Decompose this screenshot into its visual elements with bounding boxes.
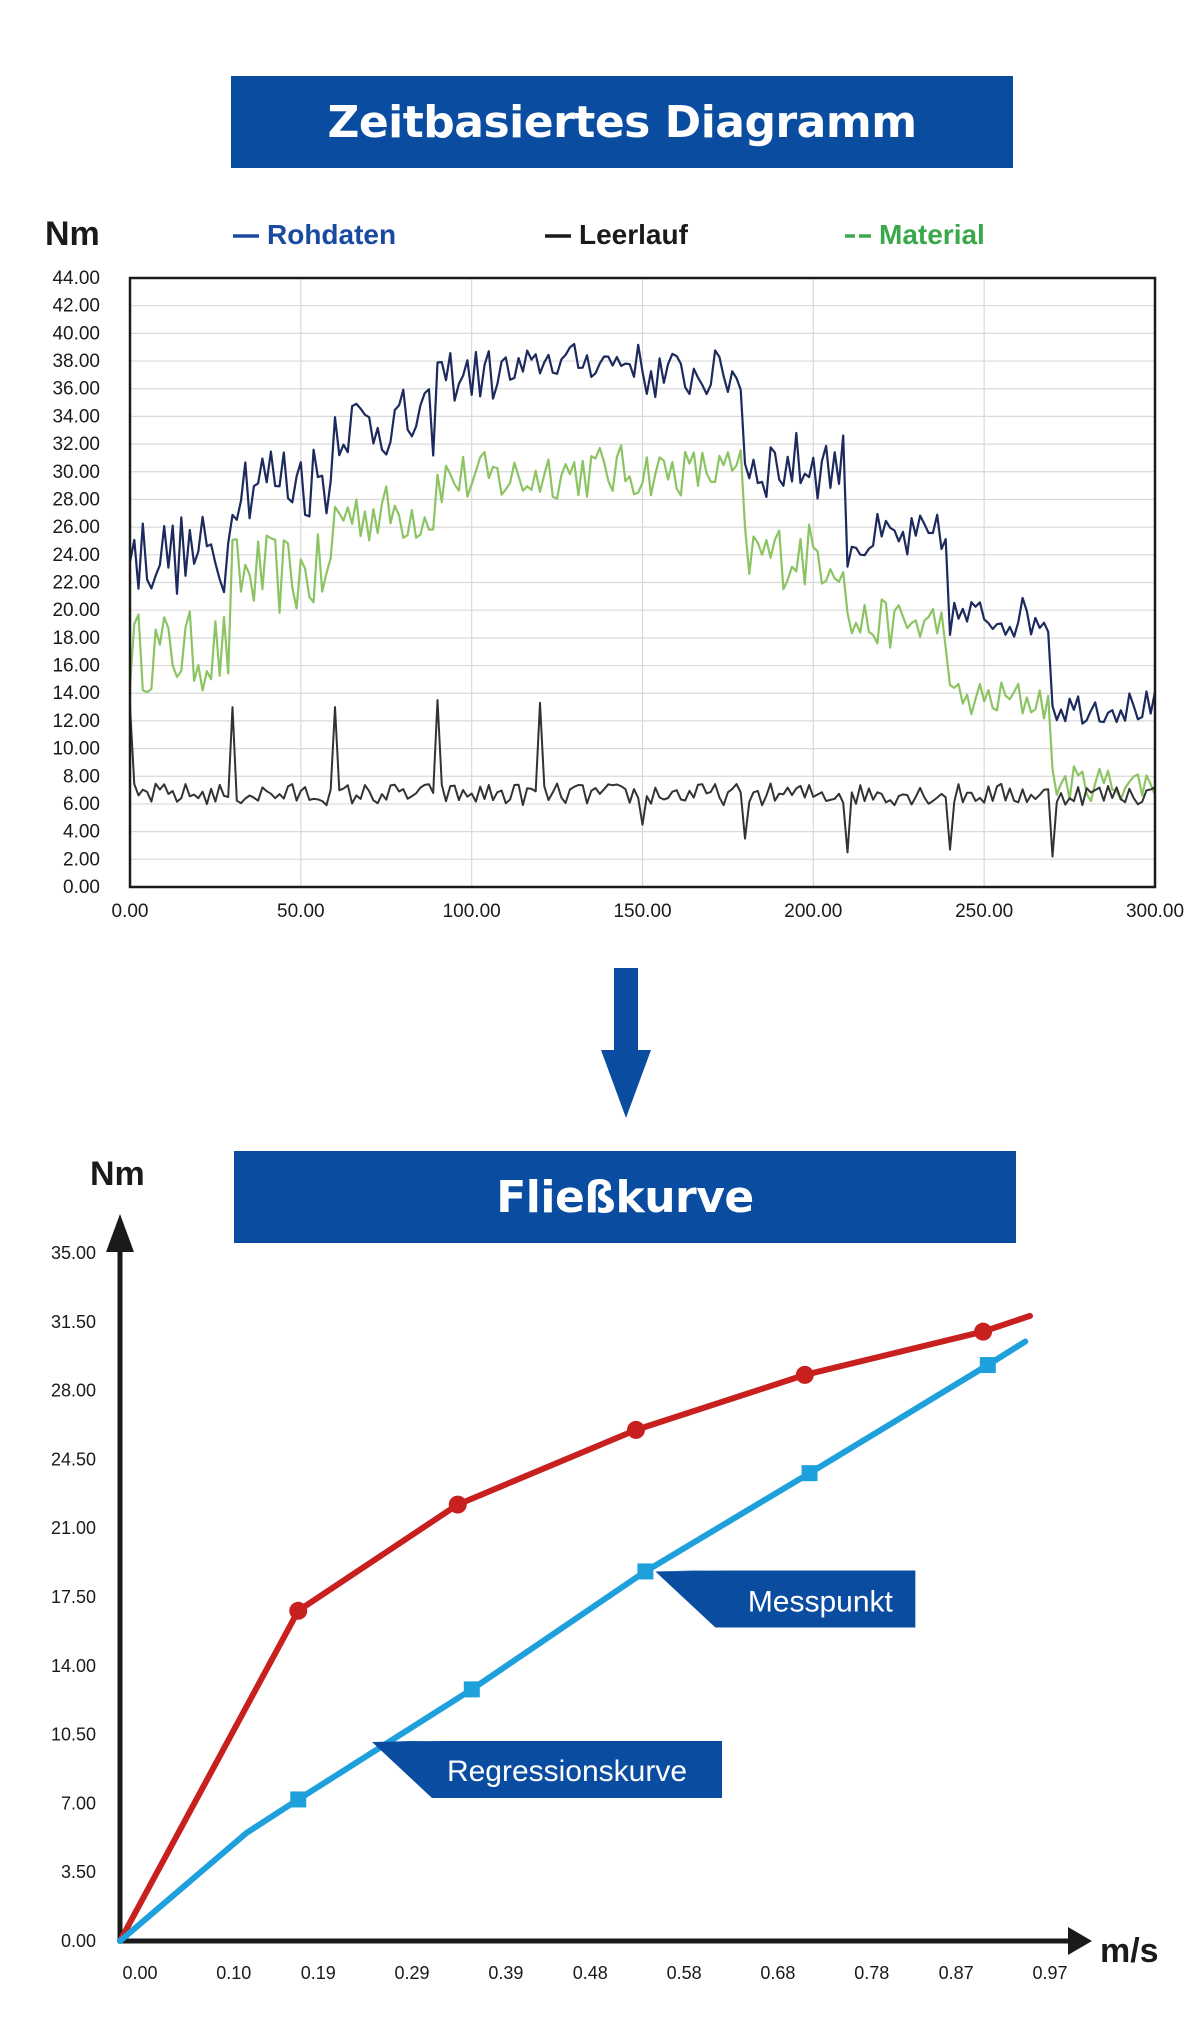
legend-label-material: Material	[879, 219, 985, 250]
chart1-y-tick-label: 30.00	[52, 461, 100, 483]
chart2-y-ticks	[51, 1243, 96, 1951]
x-axis-arrow-icon	[1068, 1927, 1092, 1955]
chart2-point-regressionskurve	[980, 1357, 996, 1373]
chart2-x-tick-label: 0.19	[300, 1963, 336, 1983]
chart2-ylabel: Nm	[90, 1155, 145, 1193]
chart1-y-tick-label: 12.00	[52, 710, 100, 732]
y-axis-arrow-icon	[106, 1214, 134, 1252]
chart2-title: Fließkurve	[496, 1171, 754, 1223]
callout-regressionskurve-label: Regressionskurve	[446, 1755, 688, 1788]
chart2-y-tick-label: 10.50	[50, 1724, 96, 1745]
chart2-point-regressionskurve	[637, 1563, 653, 1579]
chart1-y-tick-label: 28.00	[52, 489, 100, 511]
chart1-x-tick-label: 0.00	[111, 901, 149, 922]
chart2-point-messpunkt	[796, 1366, 814, 1384]
chart1-y-tick-label: 32.00	[52, 434, 100, 456]
chart2-point-messpunkt	[627, 1421, 645, 1439]
chart1-y-tick-label: 22.00	[52, 572, 100, 594]
chart2-x-tick-label: 0.39	[488, 1963, 524, 1983]
chart1-y-tick-label: 14.00	[52, 683, 100, 705]
chart2-x-tick-label: 0.10	[216, 1963, 252, 1983]
chart2-y-tick-label: 7.00	[60, 1793, 96, 1814]
chart1-y-tick-label: 0.00	[63, 877, 100, 898]
chart2-series	[120, 1316, 1030, 1941]
chart1-x-tick-label: 50.00	[277, 901, 325, 922]
chart2-line-messpunkt	[120, 1316, 1030, 1941]
chart2-x-tick-label: 0.48	[572, 1963, 608, 1983]
chart2-point-regressionskurve	[802, 1465, 818, 1481]
chart2-axes	[106, 1214, 1092, 1955]
chart1-y-tick-label: 34.00	[52, 406, 100, 428]
legend-label-rohdaten: Rohdaten	[267, 219, 397, 250]
flow-curve-chart	[51, 1155, 1159, 1983]
chart1-y-tick-label: 40.00	[52, 323, 100, 345]
down-arrow-icon	[601, 968, 651, 1118]
chart2-callouts	[372, 1570, 915, 1798]
time-chart	[45, 215, 1184, 922]
chart2-line-regressionskurve	[120, 1342, 1025, 1942]
chart1-x-tick-label: 250.00	[955, 901, 1014, 922]
chart2-y-tick-label: 31.50	[50, 1311, 96, 1332]
chart2-point-messpunkt	[289, 1602, 307, 1620]
chart1-y-tick-label: 20.00	[52, 600, 100, 622]
chart2-xlabel: m/s	[1100, 1932, 1159, 1970]
chart2-x-ticks	[122, 1963, 1067, 1983]
chart2-y-tick-label: 0.00	[60, 1931, 96, 1951]
chart1-y-tick-label: 10.00	[52, 738, 100, 760]
chart1-y-tick-label: 6.00	[63, 793, 100, 815]
chart1-y-tick-label: 4.00	[63, 821, 100, 843]
chart1-y-tick-label: 8.00	[63, 766, 100, 788]
chart2-point-regressionskurve	[290, 1791, 306, 1807]
chart1-y-tick-label: 38.00	[52, 351, 100, 373]
chart1-y-ticks	[52, 268, 100, 898]
chart1-title: Zeitbasiertes Diagramm	[327, 96, 917, 148]
chart2-y-tick-label: 35.00	[50, 1243, 96, 1263]
chart1-y-tick-label: 26.00	[52, 517, 100, 539]
chart2-y-tick-label: 28.00	[50, 1380, 96, 1401]
chart1-x-tick-label: 100.00	[442, 901, 501, 922]
callout-messpunkt-label: Messpunkt	[747, 1585, 893, 1619]
chart1-y-tick-label: 16.00	[52, 655, 100, 677]
chart2-x-tick-label: 0.78	[854, 1963, 890, 1983]
chart1-ylabel: Nm	[45, 215, 100, 253]
chart1-legend	[233, 219, 985, 250]
chart2-x-tick-label: 0.58	[666, 1963, 702, 1983]
chart2-x-tick-label: 0.97	[1032, 1963, 1068, 1983]
chart1-y-tick-label: 18.00	[52, 627, 100, 649]
chart1-x-tick-label: 300.00	[1125, 901, 1185, 922]
chart2-y-tick-label: 21.00	[50, 1518, 96, 1539]
legend-label-leerlauf: Leerlauf	[579, 219, 688, 250]
chart2-y-tick-label: 14.00	[50, 1655, 96, 1676]
chart2-point-messpunkt	[449, 1496, 467, 1514]
chart1-y-tick-label: 42.00	[52, 295, 100, 317]
chart1-y-tick-label: 2.00	[63, 849, 100, 871]
chart2-y-tick-label: 24.50	[50, 1449, 96, 1470]
chart2-x-tick-label: 0.29	[394, 1963, 430, 1983]
chart1-y-tick-label: 44.00	[52, 268, 100, 289]
chart1-x-tick-label: 150.00	[613, 901, 672, 922]
chart2-y-tick-label: 3.50	[60, 1862, 96, 1883]
chart2-x-tick-label: 0.68	[760, 1963, 796, 1983]
chart2-point-regressionskurve	[464, 1681, 480, 1697]
chart1-x-ticks	[112, 901, 1185, 922]
chart1-y-tick-label: 36.00	[52, 378, 100, 400]
chart2-x-tick-label: 0.87	[938, 1963, 974, 1983]
chart2-x-tick-label: 0.00	[122, 1963, 158, 1983]
chart1-y-tick-label: 24.00	[52, 544, 100, 566]
chart2-point-messpunkt	[974, 1323, 992, 1341]
chart1-x-tick-label: 200.00	[784, 901, 843, 922]
chart2-y-tick-label: 17.50	[50, 1587, 96, 1607]
